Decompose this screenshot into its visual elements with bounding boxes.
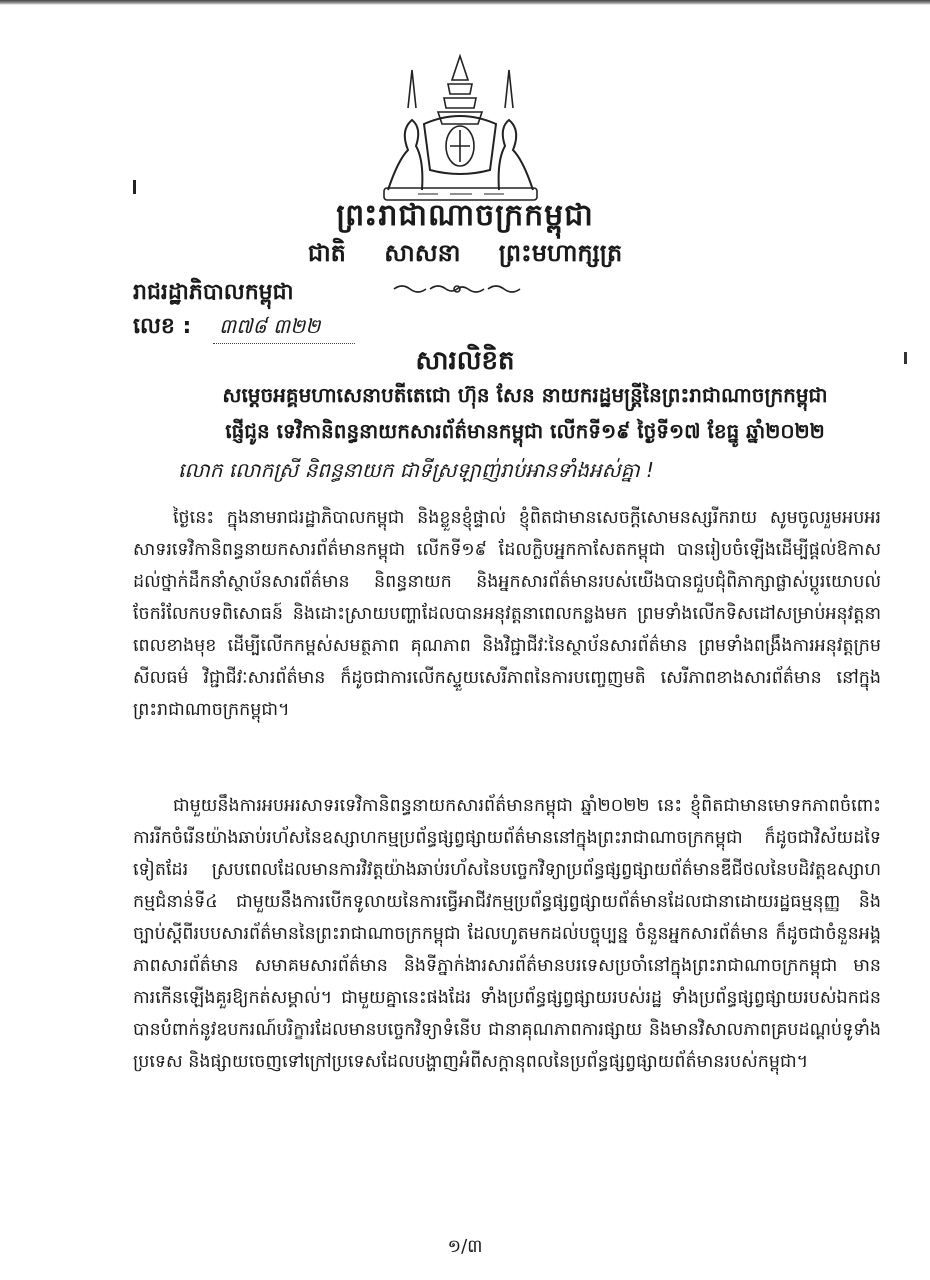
document-subtitle-line2: ផ្ញើជូន ទេវិកានិពន្ធនាយកសារព័ត៌មានកម្ពុជា លើកទី១៩ ថ្ងៃទី១៧ ខែធ្នូ ឆ្នាំ២០២២ — [225, 419, 825, 443]
issuing-government: រាជរដ្ឋាភិបាលកម្ពុជា — [133, 280, 294, 305]
decorative-divider-icon — [392, 281, 522, 297]
royal-arms-emblem-icon — [378, 50, 543, 205]
document-title: សារលិខិត — [415, 346, 515, 376]
scan-top-edge — [0, 0, 930, 5]
reference-value: ៣៧៨ ៣២២ — [213, 313, 355, 344]
national-motto: ជាតិ សាសនា ព្រះមហាក្សត្រ — [307, 239, 623, 267]
body-paragraph-2: ជាមួយនឹងការអបអរសាទរទេវិកានិពន្ធនាយកសារព័ត៌មានកម្ពុជា ឆ្នាំ២០២២ នេះ ខ្ញុំពិតជាមានមោទកភាពចំពោះការរីកចំរើនយ៉ាងឆាប់រហ័សនៃឧស្សាហកម្មប្រព័ន្ធផ្សព្វផ្សាយព័ត៌មាននៅក្នុងព្រះរាជាណាចក្រកម្ពុជា ក៏ដូចជាវិស័យដទៃទៀតដែរ ស្របពេលដែលមានការវិវត្តយ៉ាងឆាប់រហ័សនៃបច្ចេកវិទ្យាប្រព័ន្ធផ្សព្វផ្សាយព័ត៌មានឌីជីថលនៃបដិវត្តឧស្សាហកម្មជំនាន់ទី៤ ជាមួយនឹងការបើកទូលាយនៃការធ្វើអាជីវកម្មប្រព័ន្ធផ្សព្វផ្សាយព័ត៌មានដែលជានាដោយរដ្ឋធម្មនុញ្ញ និងច្បាប់ស្តីពីរបបសារព័ត៌មាននៃព្រះរាជាណាចក្រកម្ពុជា ដែលហូតមកដល់បច្ចុប្បន្ន ចំនួនអ្នកសារព័ត៌មាន ក៏ដូចជាចំនួនអង្គភាពសារព័ត៌មាន សមាគមសារព័ត៌មាន និងទីភ្នាក់ងារសារព័ត៌មានបរទេសប្រចាំនៅក្នុងព្រះរាជាណាចក្រកម្ពុជា មានការកើនឡើងគួរឱ្យកត់សម្គាល់។ ជាមួយគ្នានេះផងដែរ ទាំងប្រព័ន្ធផ្សព្វផ្សាយរបស់រដ្ឋ ទាំងប្រព័ន្ធផ្សព្វផ្សាយរបស់ឯកជនបានបំពាក់នូវឧបករណ៍បរិក្ខារដែលមានបច្ចេកវិទ្យាទំនើប ជានាគុណភាពការផ្សាយ និងមានវិសាលភាពគ្របដណ្តប់ទូទាំងប្រទេស និងផ្សាយចេញទៅក្រៅប្រទេសដែលបង្ហាញអំពីសក្តានុពលនៃប្រព័ន្ធផ្សព្វផ្សាយព័ត៌មានរបស់កម្ពុជា។ — [133, 796, 881, 1072]
reference-label: លេខ : — [133, 314, 192, 339]
reference-number — [133, 312, 355, 344]
page-number: ១/៣ — [447, 1236, 483, 1257]
salutation: លោក លោកស្រី និពន្ធនាយក ជាទីស្រឡាញ់រាប់អានទាំងអស់គ្នា ! — [178, 458, 655, 482]
body-paragraph-1: ថ្ងៃនេះ ក្នុងនាមរាជរដ្ឋាភិបាលកម្ពុជា និងខ្លួនខ្ញុំផ្ទាល់ ខ្ញុំពិតជាមានសេចក្តីសោមនស្សរីករាយ សូមចូលរួមអបអរសាទរទេវិកានិពន្ធនាយកសារព័ត៌មានកម្ពុជា លើកទី១៩ ដែលក្លិបអ្នកកាសែតកម្ពុជា បានរៀបចំឡើងដើម្បីផ្តល់ឱកាសដល់ថ្នាក់ដឹកនាំស្ថាប័នសារព័ត៌មាន និពន្ធនាយក និងអ្នកសារព័ត៌មានរបស់យើងបានជួបជុំពិភាក្សាផ្លាស់ប្តូរយោបល់ ចែករំលែកបទពិសោធន៍ និងដោះស្រាយបញ្ហាដែលបានអនុវត្តនាពេលកន្លងមក ព្រមទាំងលើកទិសដៅសម្រាប់អនុវត្តនាពេលខាងមុខ ដើម្បីលើកកម្ពស់សមត្ថភាព គុណភាព និងវិជ្ជាជីវៈនៃស្ថាប័នសារព័ត៌មាន ព្រមទាំងពង្រឹងការអនុវត្តក្រមសីលធម៌ វិជ្ជាជីវៈសារព័ត៌មាន ក៏ដូចជាការលើកស្ទួយសេរីភាពនៃការបញ្ចេញមតិ សេរីភាពខាងសារព័ត៌មាន នៅក្នុងព្រះរាជាណាចក្រកម្ពុជា។ — [133, 508, 881, 720]
kingdom-name: ព្រះរាជាណាចក្រកម្ពុជា — [336, 198, 594, 233]
scan-mark — [133, 180, 136, 194]
document-subtitle-line1: សម្តេចអគ្គមហាសេនាបតីតេជោ ហ៊ុន សែន នាយករដ្ឋមន្ត្រីនៃព្រះរាជាណាចក្រកម្ពុជា — [222, 383, 828, 407]
